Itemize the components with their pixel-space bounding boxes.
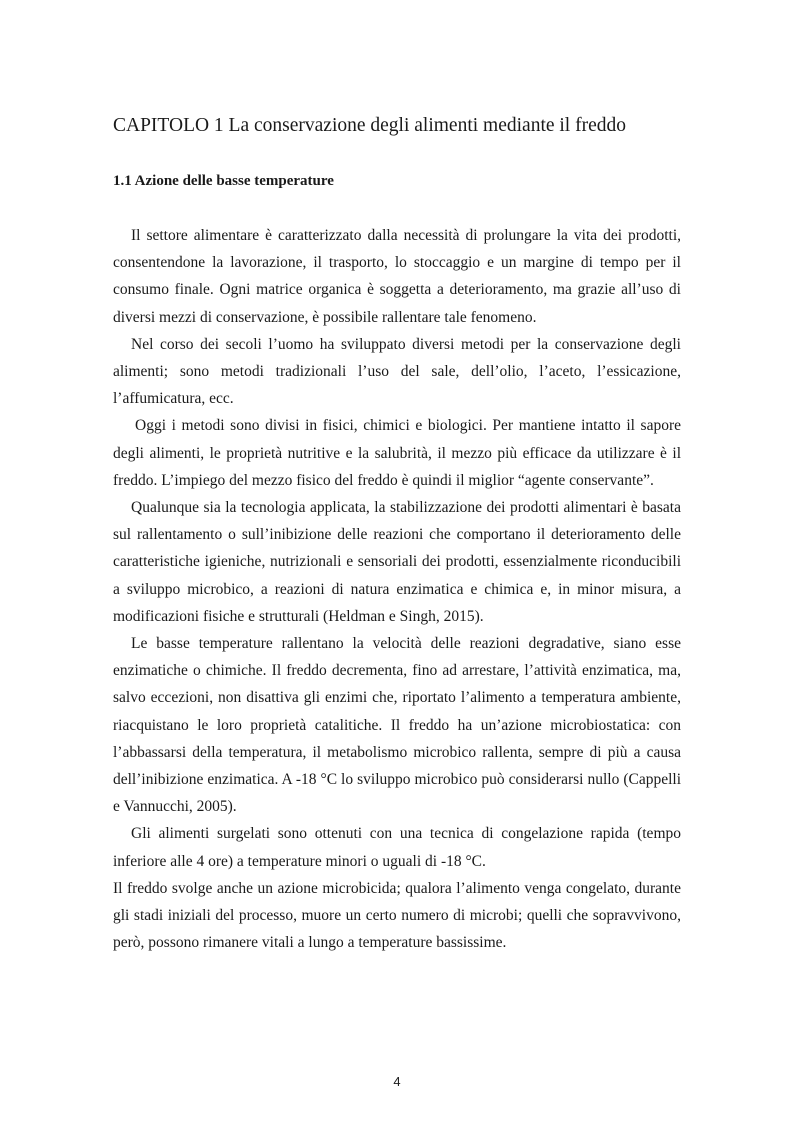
page-number: 4 (393, 1074, 401, 1089)
chapter-title: CAPITOLO 1 La conservazione degli alimenti mediante il freddo (113, 115, 626, 136)
paragraph: Gli alimenti surgelati sono ottenuti con una tecnica di congelazione rapida (tempo inferiore alle 4 ore) a temperature minori o uguali di -18 °C. (113, 825, 681, 870)
paragraph: Oggi i metodi sono divisi in fisici, chimici e biologici. Per mantiene intatto il sapore degli alimenti, le proprietà nutritive e la salubrità, il mezzo più efficace da utilizzare è il freddo. L’impiego del mezzo fisico del freddo è quindi il miglior “agente conservante”. (113, 417, 681, 489)
paragraph: Qualunque sia la tecnologia applicata, la stabilizzazione dei prodotti alimentari è basata sul rallentamento o sull’inibizione delle reazioni che comportano il deterioramento delle caratteristiche igieniche, nutrizionali e sensoriali dei prodotti, essenzialmente riconducibili a sviluppo microbico, a reazioni di natura enzimatica e chimica e, in minor misura, a modificazioni fisiche e strutturali (Heldman e Singh, 2015). (113, 499, 681, 625)
section-title: 1.1 Azione delle basse temperature (113, 173, 334, 189)
body-text (113, 222, 681, 956)
paragraph: Il settore alimentare è caratterizzato dalla necessità di prolungare la vita dei prodotti, consentendone la lavorazione, il trasporto, lo stoccaggio e un margine di tempo per il consumo finale. Ogni matrice organica è soggetta a deterioramento, ma grazie all’uso di diversi mezzi di conservazione, è possibile rallentare tale fenomeno. (113, 227, 681, 326)
paragraph: Nel corso dei secoli l’uomo ha sviluppato diversi metodi per la conservazione degli alimenti; sono metodi tradizionali l’uso del sale, dell’olio, l’aceto, l’essicazione, l’affumicatura, ecc. (113, 335, 681, 408)
paragraph: Il freddo svolge anche un azione microbicida; qualora l’alimento venga congelato, durante gli stadi iniziali del processo, muore un certo numero di microbi; quelli che sopravvivono, però, possono rimanere vitali a lungo a temperature bassissime. (113, 879, 681, 952)
paragraph: Le basse temperature rallentano la velocità delle reazioni degradative, siano esse enzimatiche o chimiche. Il freddo decrementa, fino ad arrestare, l’attività enzimatica, ma, salvo eccezioni, non disattiva gli enzimi che, riportato l’alimento a temperatura ambiente, riacquistano le loro proprietà catalitiche. Il freddo ha un’azione microbiostatica: con l’abbassarsi della temperatura, il metabolismo microbico rallenta, sempre di più a causa dell’inibizione enzimatica. A -18 °C lo sviluppo microbico può considerarsi nullo (Cappelli e Vannucchi, 2005). (113, 635, 681, 816)
